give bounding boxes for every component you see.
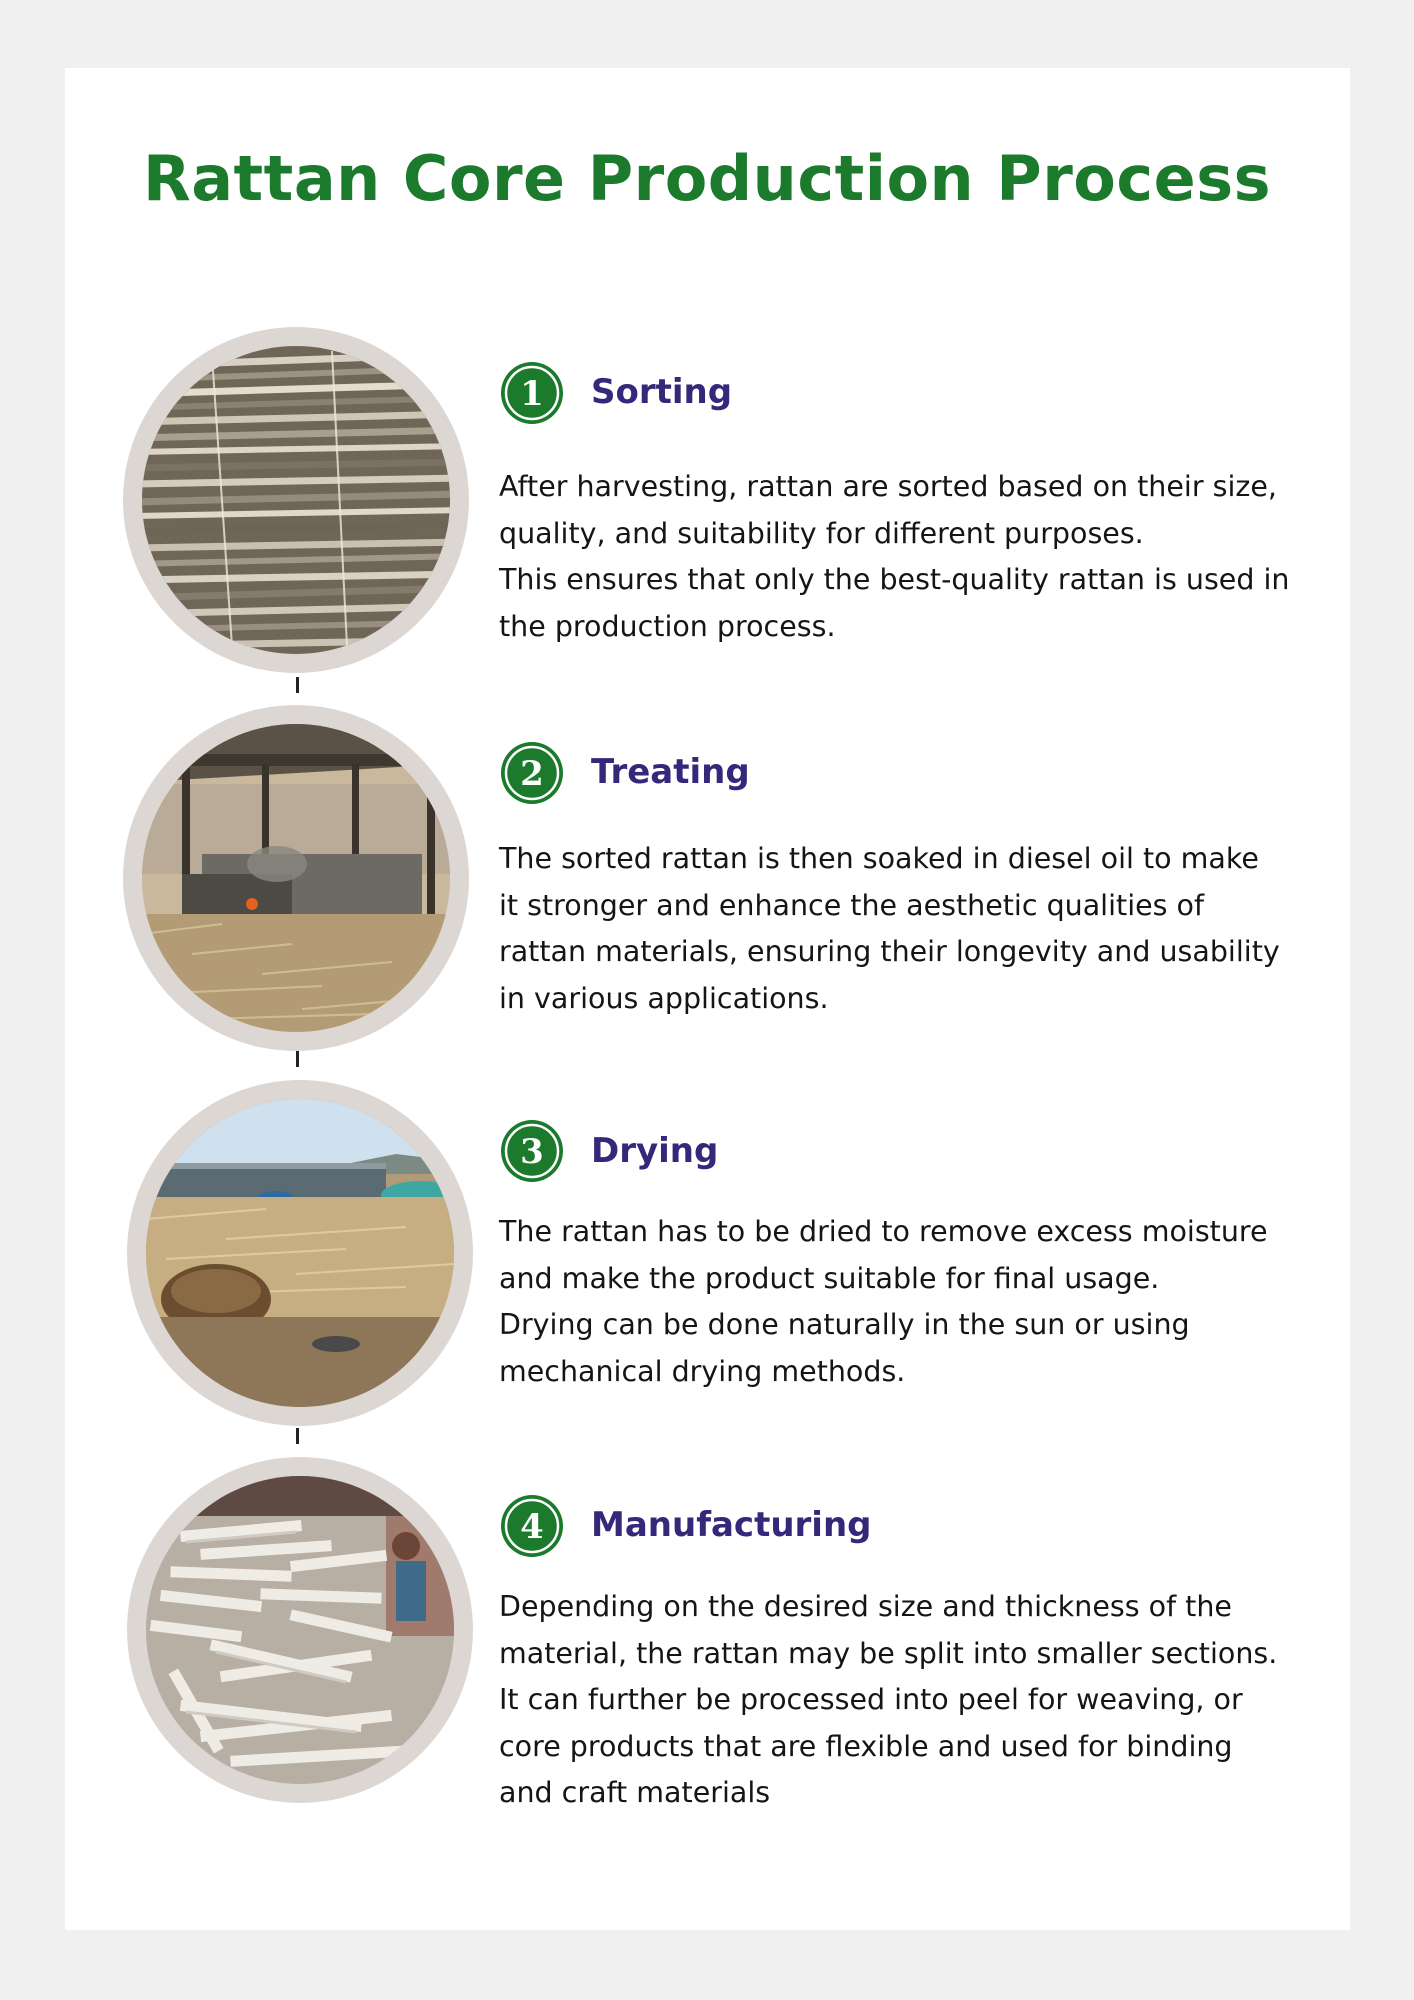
step-2-number: 2 xyxy=(520,754,544,794)
step-1-number: 1 xyxy=(520,374,544,414)
bundled-rattan-canes-photo xyxy=(142,346,450,654)
step-4-line: Depending on the desired size and thickness of the xyxy=(499,1590,1232,1623)
step-3-line: Drying can be done naturally in the sun or using xyxy=(499,1308,1190,1341)
step-4-line: material, the rattan may be split into smaller sections. xyxy=(499,1636,1278,1670)
step-2-number-badge-icon xyxy=(499,740,565,806)
step-1-line: the production process. xyxy=(499,609,836,643)
step-3-description xyxy=(499,1209,1299,1395)
step-1-line: quality, and suitability for different purposes. xyxy=(499,516,1144,550)
step-2-line: it stronger and enhance the aesthetic qualities of xyxy=(499,888,1205,922)
step-4-line: It can further be processed into peel for weaving, or xyxy=(499,1683,1243,1716)
step-3-line: The rattan has to be dried to remove excess moisture xyxy=(499,1215,1268,1248)
treating-photo-frame xyxy=(123,705,469,1051)
step-connector xyxy=(296,1428,299,1444)
step-2-line: rattan materials, ensuring their longevity and usability xyxy=(499,935,1280,968)
page-title: Rattan Core Production Process xyxy=(142,142,1272,215)
step-connector xyxy=(296,677,299,693)
step-4-title: Manufacturing xyxy=(591,1505,872,1545)
manufacturing-photo-frame xyxy=(127,1457,473,1803)
step-4-number: 4 xyxy=(520,1507,544,1547)
sun-drying-yard-photo xyxy=(146,1099,454,1407)
treatment-shed-photo xyxy=(142,724,450,1032)
step-1-number-badge-icon xyxy=(499,360,565,426)
step-2-line: in various applications. xyxy=(499,981,829,1015)
drying-photo-frame xyxy=(127,1080,473,1426)
step-1-description xyxy=(499,464,1299,650)
step-connector xyxy=(296,1051,299,1067)
step-3-line: mechanical drying methods. xyxy=(499,1354,906,1388)
sorting-photo-frame xyxy=(123,327,469,673)
step-2-description xyxy=(499,836,1299,1022)
step-4-number-badge-icon xyxy=(499,1493,565,1559)
step-2-title: Treating xyxy=(591,752,750,792)
step-4-line: core products that are flexible and used for binding xyxy=(499,1729,1233,1763)
step-1-line: After harvesting, rattan are sorted based on their size, xyxy=(499,470,1277,503)
rattan-core-sticks-photo xyxy=(146,1476,454,1784)
step-3-title: Drying xyxy=(591,1131,719,1171)
step-4-description xyxy=(499,1584,1299,1817)
step-3-line: and make the product suitable for final usage. xyxy=(499,1261,1160,1295)
step-2-line: The sorted rattan is then soaked in diesel oil to make xyxy=(499,842,1259,875)
step-4-line: and craft materials xyxy=(499,1776,771,1809)
step-3-number-badge-icon xyxy=(499,1118,565,1184)
step-1-title: Sorting xyxy=(591,372,733,412)
step-3-number: 3 xyxy=(520,1132,544,1172)
step-1-line: This ensures that only the best-quality rattan is used in xyxy=(499,563,1290,596)
